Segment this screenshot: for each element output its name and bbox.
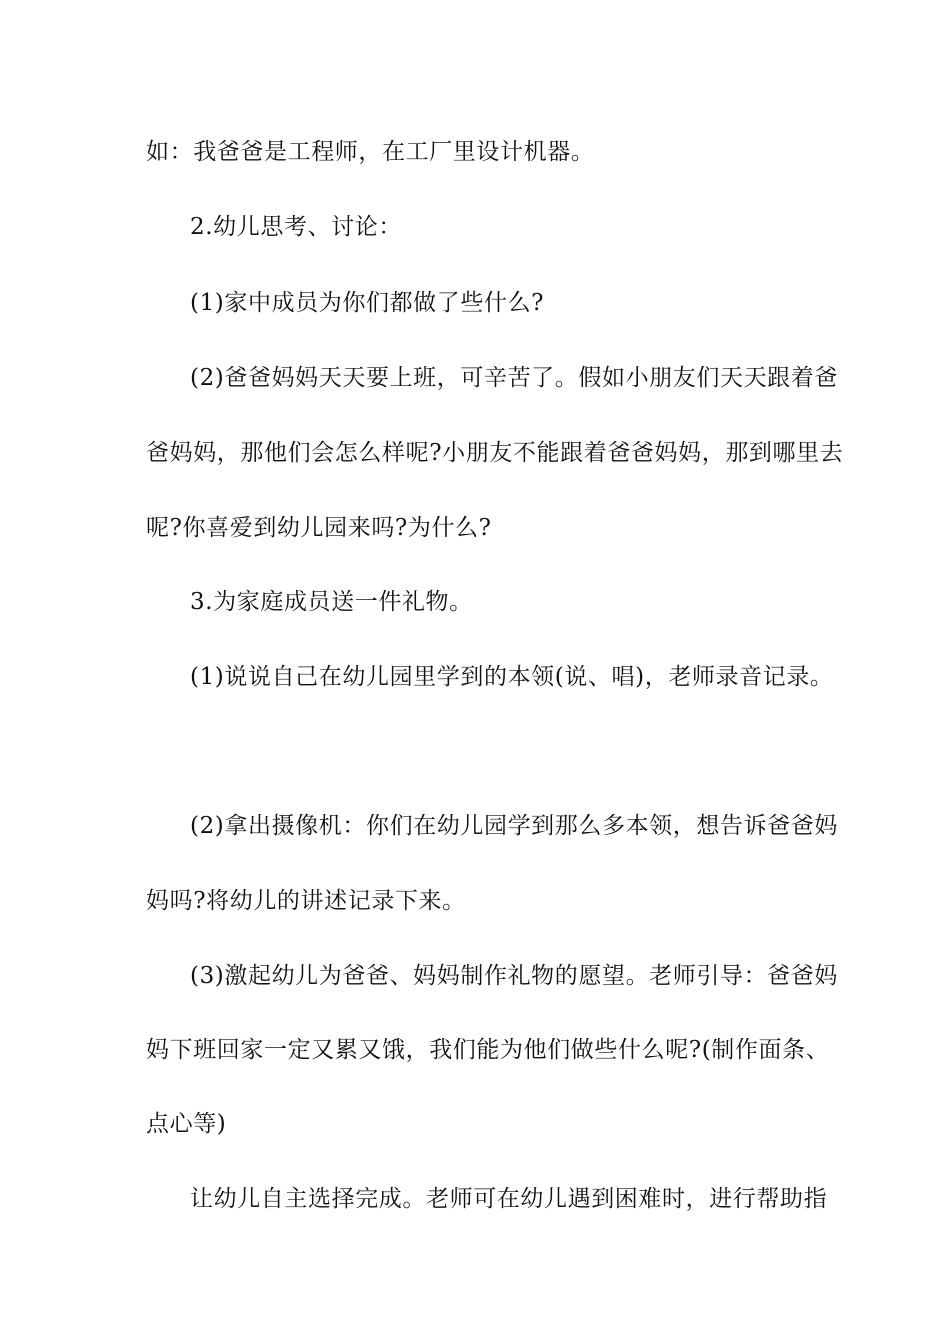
text-line: 呢?你喜爱到幼儿园来吗?为什么? xyxy=(146,515,492,541)
section-heading: 2.幼儿思考、讨论： xyxy=(190,214,402,240)
text-line: (2)拿出摄像机：你们在幼儿园学到那么多本领，想告诉爸爸妈 xyxy=(190,813,838,839)
text-line: 妈下班回家一定又累又饿，我们能为他们做些什么呢?(制作面条、 xyxy=(146,1037,830,1063)
text-line: (3)激起幼儿为爸爸、妈妈制作礼物的愿望。老师引导：爸爸妈 xyxy=(190,963,838,989)
section-heading: 3.为家庭成员送一件礼物。 xyxy=(190,589,473,615)
text-line: 如：我爸爸是工程师，在工厂里设计机器。 xyxy=(146,139,595,165)
text-line: (1)家中成员为你们都做了些什么? xyxy=(190,290,545,316)
text-line: 爸妈妈，那他们会怎么样呢?小朋友不能跟着爸爸妈妈，那到哪里去 xyxy=(146,440,844,466)
text-line: 让幼儿自主选择完成。老师可在幼儿遇到困难时，进行帮助指 xyxy=(190,1186,828,1212)
text-line: 点心等) xyxy=(146,1111,227,1137)
text-line: (2)爸爸妈妈天天要上班，可辛苦了。假如小朋友们天天跟着爸 xyxy=(190,365,838,391)
text-line: 妈吗?将幼儿的讲述记录下来。 xyxy=(146,888,466,914)
text-line: (1)说说自己在幼儿园里学到的本领(说、唱)，老师录音记录。 xyxy=(190,664,834,690)
